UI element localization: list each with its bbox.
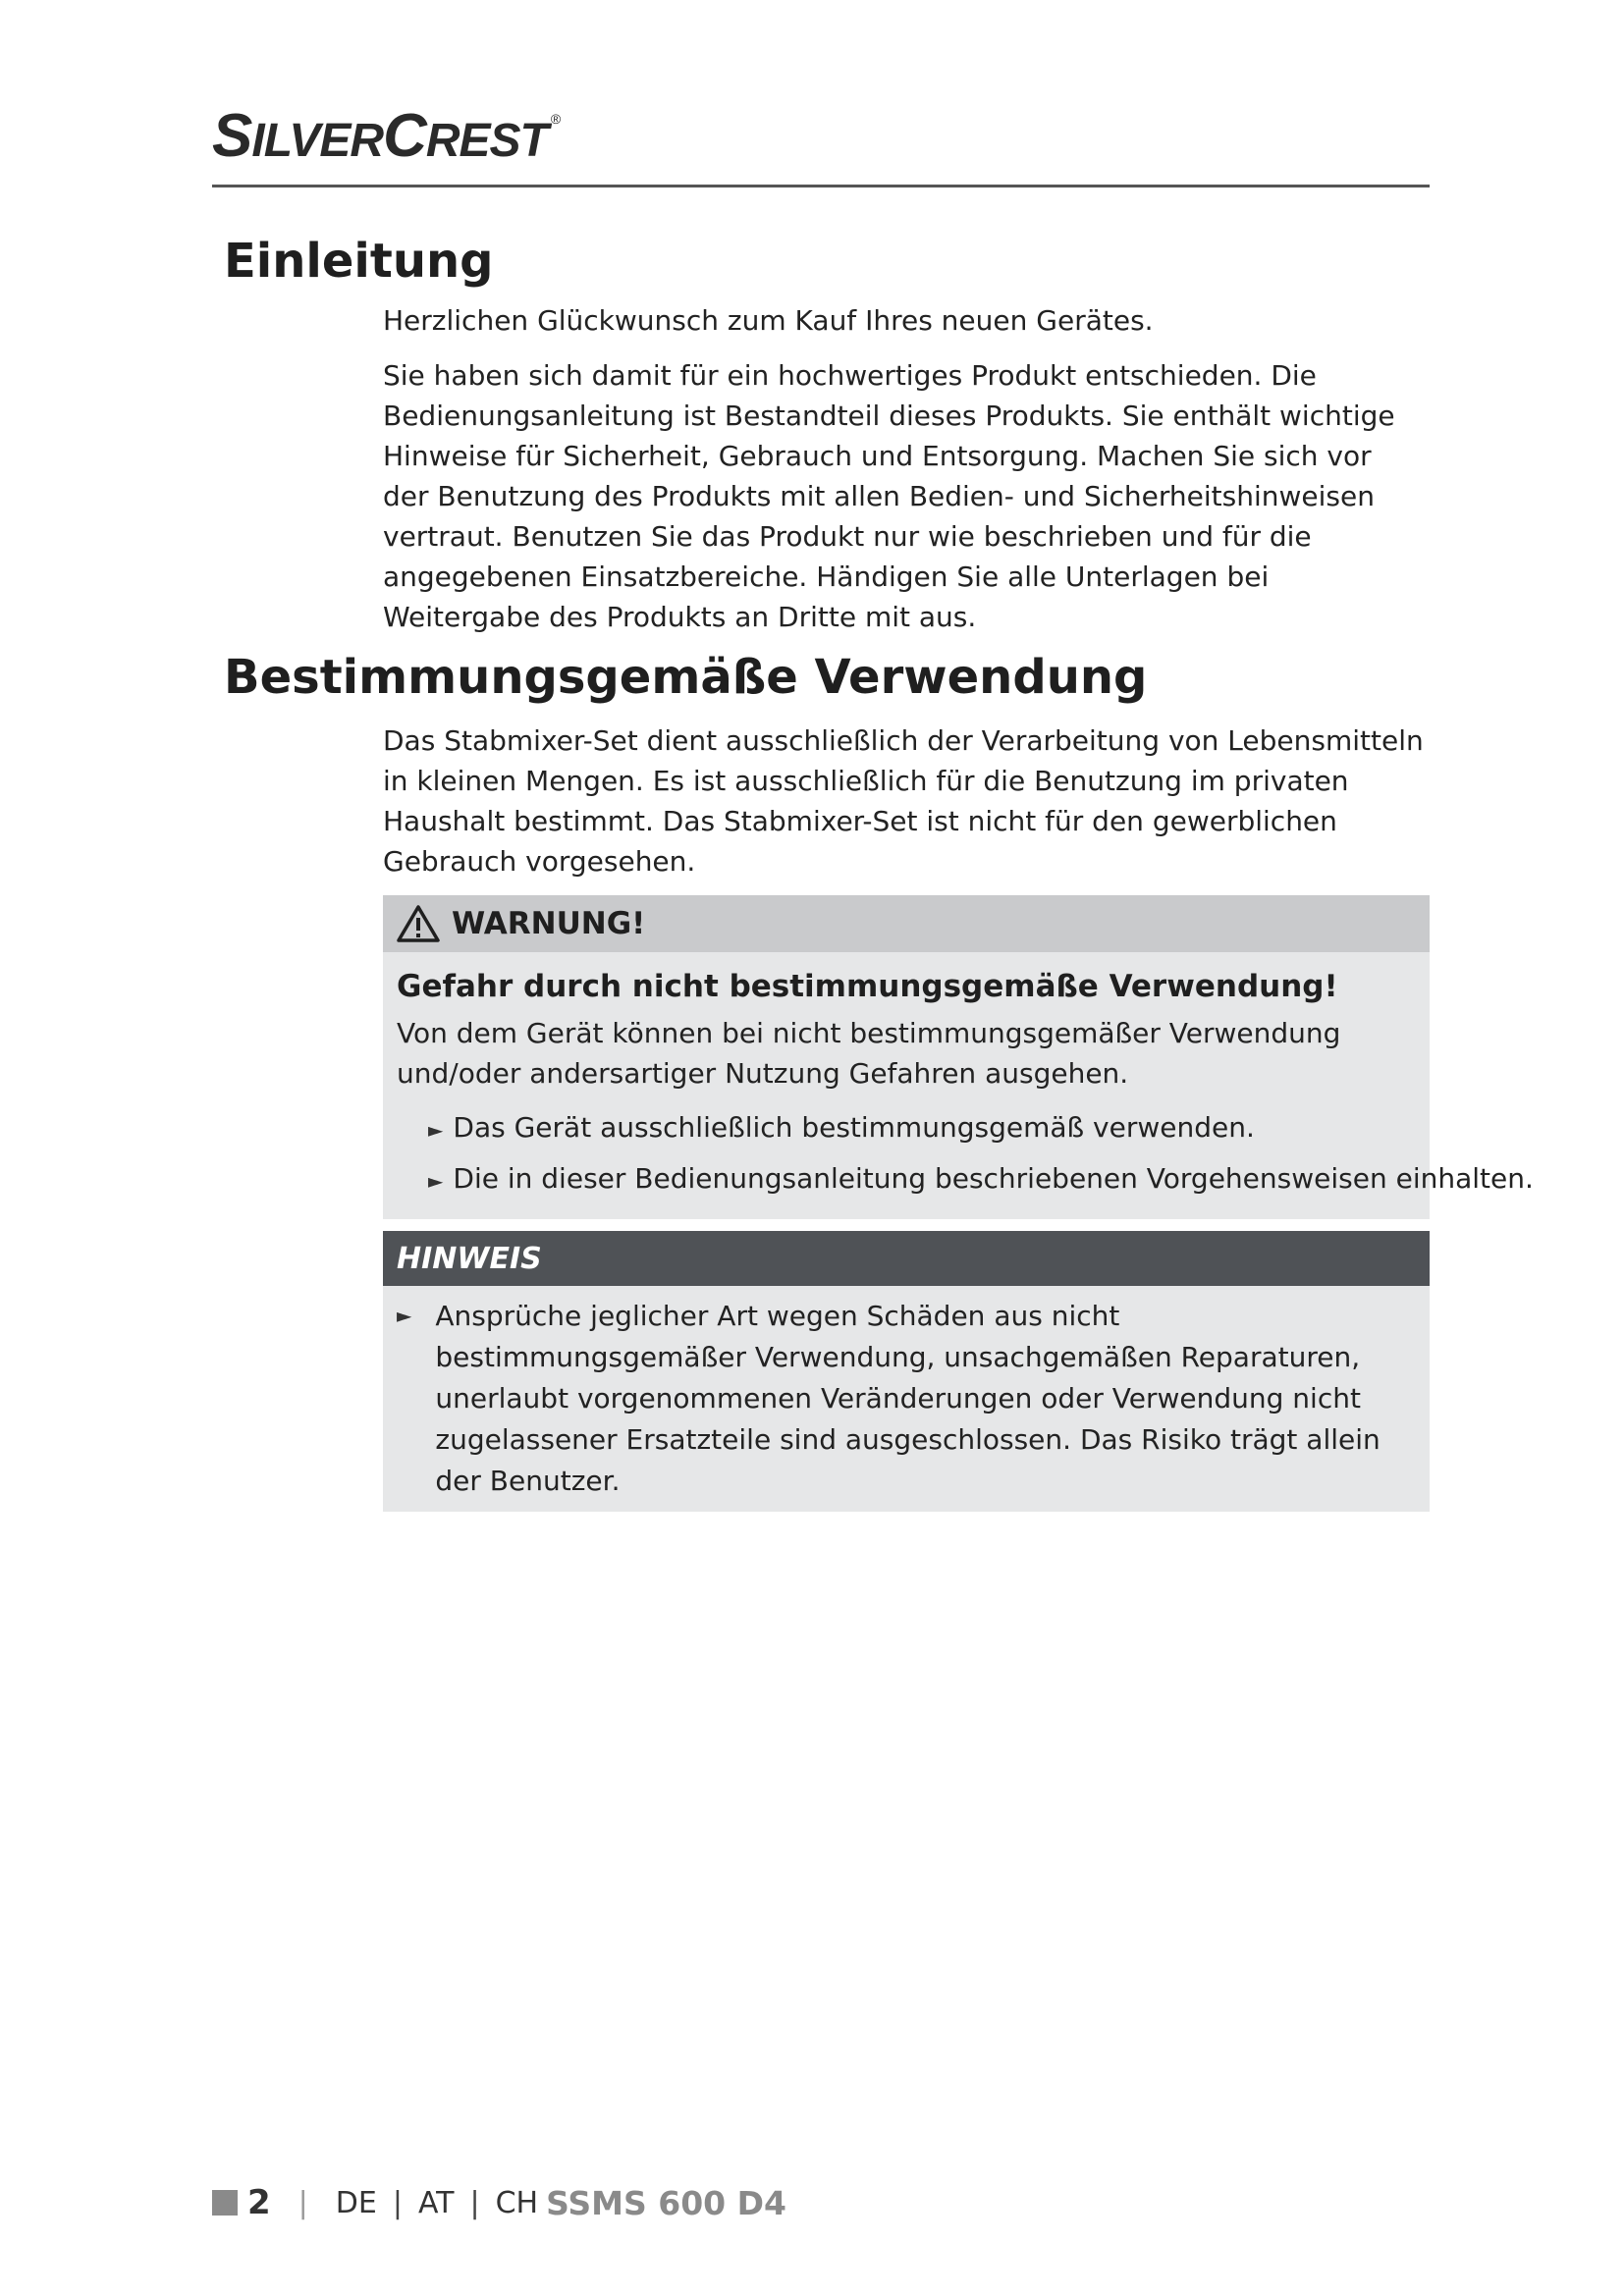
logo-letters: ILVER xyxy=(251,115,384,167)
warning-text: Von dem Gerät können bei nicht bestimmungsgemäßer Verwendung und/oder andersartiger Nutzung Gefahren ausgehen. xyxy=(397,1017,1341,1090)
intro-text xyxy=(383,300,1424,637)
warning-bullet-list xyxy=(397,1103,1534,1219)
list-item xyxy=(428,1103,1430,1154)
section-heading-intended-use: Bestimmungsgemäße Verwendung xyxy=(224,650,1148,705)
intro-paragraph: Sie haben sich damit für ein hochwertiges Produkt entschieden. Die Bedienungsanleitung ist Bestandteil dieses Produkts. Sie enthält wichtige Hinweise für Sicherheit, Gebrauch und Entsorgung. Machen Sie sich vor der Benutzung des Produkts mit allen Bedien- und Sicherheitshinweisen vertraut. Benutzen Sie das Produkt nur wie beschrieben und für die angegebenen Einsatzbereiche. Händigen Sie alle Unterlagen bei Weitergabe des Produkts an Dritte mit aus. xyxy=(383,359,1395,633)
triangle-right-icon: ► xyxy=(428,1118,444,1142)
intro-paragraph: Herzlichen Glückwunsch zum Kauf Ihres neuen Gerätes. xyxy=(383,304,1154,337)
logo-letter: C xyxy=(383,102,426,170)
warning-body xyxy=(383,952,1534,1219)
intended-use-text xyxy=(383,721,1424,881)
model-number: SSMS 600 D4 xyxy=(546,2183,786,2222)
intended-use-paragraph: Das Stabmixer-Set dient ausschließlich der Verarbeitung von Lebensmitteln in kleinen Mengen. Es ist ausschließlich für die Benutzung im privaten Haushalt bestimmt. Das Stabmixer-Set ist nicht für den gewerblichen Gebrauch vorgesehen. xyxy=(383,724,1424,878)
header-divider xyxy=(212,185,1430,187)
triangle-right-icon: ► xyxy=(428,1169,444,1193)
logo-letter: S xyxy=(212,102,252,170)
logo-letters: REST xyxy=(425,115,548,167)
page-footer xyxy=(212,2183,786,2222)
bullet-text: Die in dieser Bedienungsanleitung beschriebenen Vorgehensweisen einhalten. xyxy=(453,1162,1534,1195)
bullet-text: Das Gerät ausschließlich bestimmungsgemäß verwenden. xyxy=(453,1111,1255,1144)
page-number: 2 xyxy=(247,2183,271,2222)
country-code-at: AT xyxy=(417,2185,455,2220)
warning-triangle-icon xyxy=(397,904,440,943)
note-header xyxy=(383,1231,1430,1286)
triangle-right-icon: ► xyxy=(397,1304,412,1327)
country-code-de: DE xyxy=(335,2185,377,2220)
warning-header xyxy=(383,895,1430,952)
warning-label: WARNUNG! xyxy=(452,906,646,941)
country-code-ch: CH xyxy=(495,2185,539,2220)
note-body xyxy=(383,1286,1430,1512)
list-item xyxy=(428,1154,1534,1205)
registered-mark: ® xyxy=(550,111,561,127)
note-box xyxy=(383,1231,1430,1512)
section-heading-intro: Einleitung xyxy=(224,234,494,289)
footer-separator: | xyxy=(392,2185,403,2220)
warning-subtitle: Gefahr durch nicht bestimmungsgemäße Verwendung! xyxy=(397,969,1338,1004)
footer-separator: | xyxy=(298,2185,308,2220)
warning-box xyxy=(383,895,1534,1219)
brand-logo xyxy=(212,102,561,170)
note-text: Ansprüche jeglicher Art wegen Schäden aus nicht bestimmungsgemäßer Verwendung, unsachgemäßen Reparaturen, unerlaubt vorgenommenen Veränderungen oder Verwendung nicht zugelassener Ersatzteile sind ausgeschlossen. Das Risiko trägt allein der Benutzer. xyxy=(435,1300,1380,1497)
footer-separator: | xyxy=(469,2185,480,2220)
note-label: HINWEIS xyxy=(397,1241,542,1276)
square-icon xyxy=(212,2190,238,2216)
